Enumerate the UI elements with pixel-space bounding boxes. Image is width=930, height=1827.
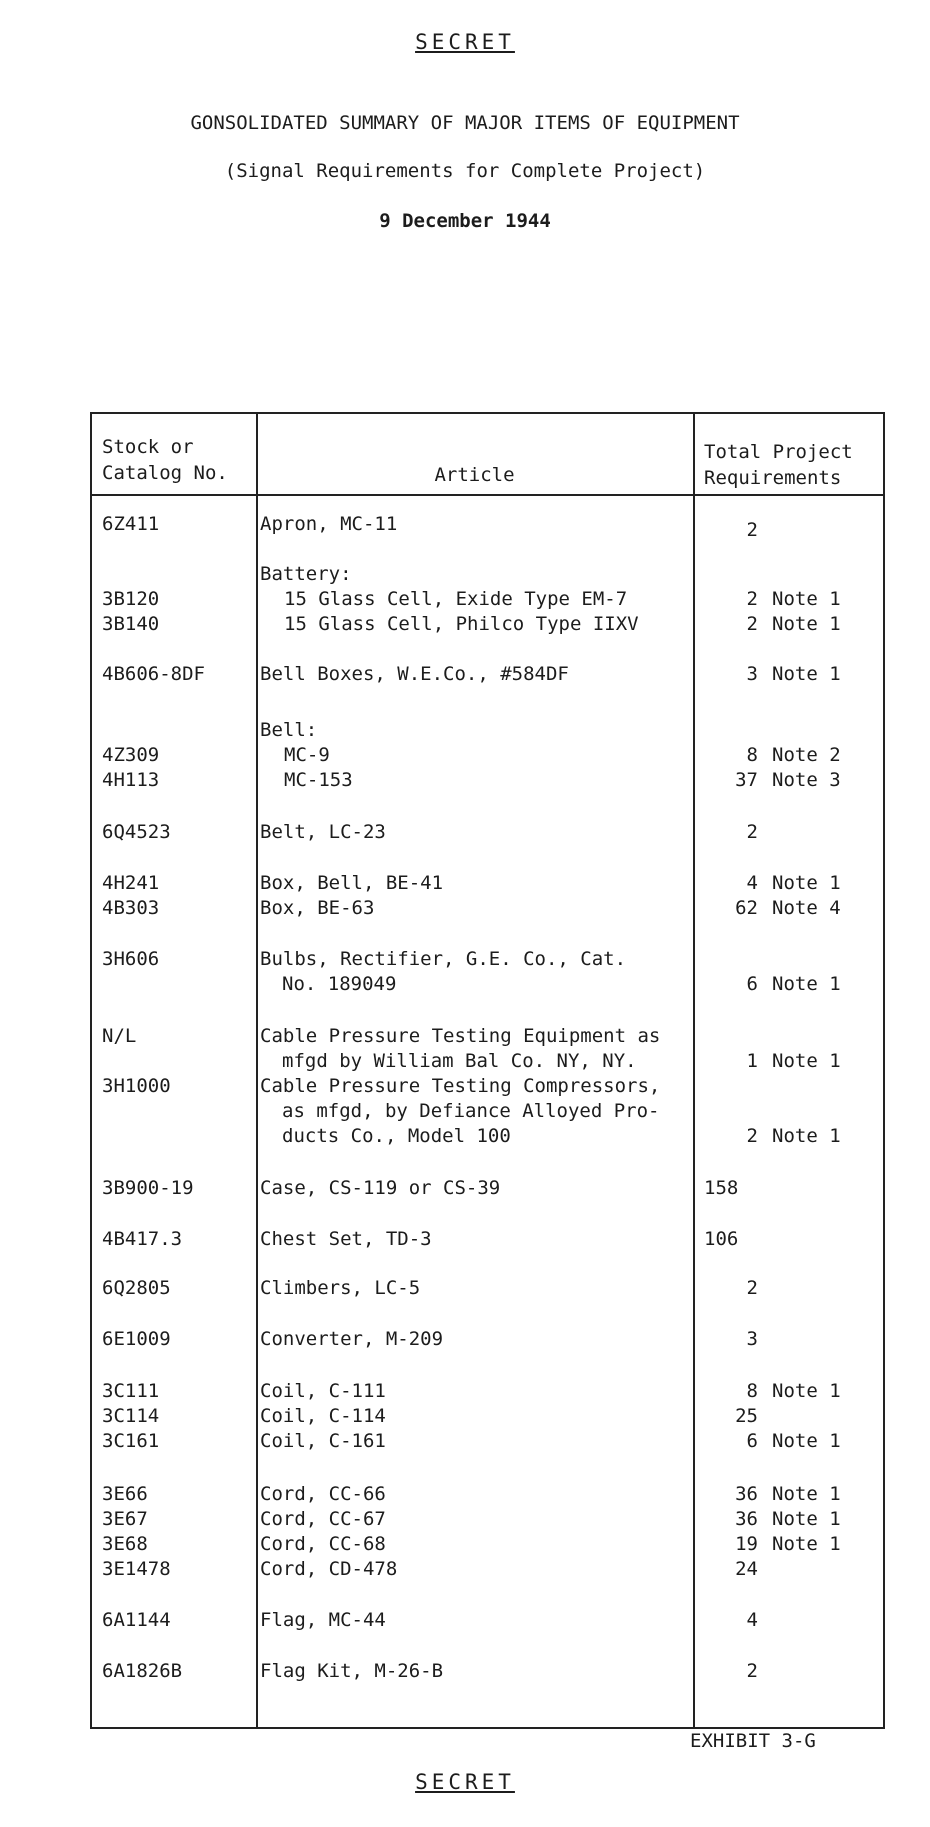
document-title: GONSOLIDATED SUMMARY OF MAJOR ITEMS OF EQUIPMENT bbox=[190, 112, 740, 134]
stock-cell: 4H113 bbox=[102, 769, 160, 791]
stock-cell: 3E66 bbox=[102, 1483, 148, 1505]
article-cell: Apron, MC-11 bbox=[260, 513, 398, 535]
qty-cell: 62 bbox=[735, 897, 758, 919]
article-cell: Cable Pressure Testing Equipment as bbox=[260, 1025, 661, 1047]
article-cell: Converter, M-209 bbox=[260, 1328, 444, 1350]
document-date: 9 December 1944 bbox=[379, 210, 551, 232]
article-cell: Climbers, LC-5 bbox=[260, 1277, 421, 1299]
note-cell: Note 1 bbox=[772, 973, 841, 995]
stock-cell: 3C161 bbox=[102, 1430, 160, 1452]
article-cell: Belt, LC-23 bbox=[260, 821, 386, 843]
qty-cell: 2 bbox=[746, 613, 758, 635]
article-cell: Cable Pressure Testing Compressors, bbox=[260, 1075, 661, 1097]
qty-cell: 2 bbox=[746, 821, 758, 843]
equipment-table bbox=[90, 412, 885, 1729]
stock-cell: 4Z309 bbox=[102, 744, 160, 766]
note-cell: Note 2 bbox=[772, 744, 841, 766]
stock-cell: 3B140 bbox=[102, 613, 160, 635]
article-cell: Flag Kit, M-26-B bbox=[260, 1660, 444, 1682]
article-cell: as mfgd, by Defiance Alloyed Pro- bbox=[282, 1100, 660, 1122]
note-cell: Note 1 bbox=[772, 613, 841, 635]
qty-cell: 158 bbox=[704, 1177, 739, 1199]
stock-cell: 3H1000 bbox=[102, 1075, 171, 1097]
article-cell: 15 Glass Cell, Exide Type EM-7 bbox=[284, 588, 628, 610]
qty-cell: 2 bbox=[746, 1660, 758, 1682]
header-total-line1: Total Project bbox=[704, 441, 853, 463]
note-cell: Note 1 bbox=[772, 872, 841, 894]
article-cell: Battery: bbox=[260, 563, 352, 585]
qty-cell: 36 bbox=[735, 1508, 758, 1530]
qty-cell: 6 bbox=[746, 973, 758, 995]
qty-cell: 6 bbox=[746, 1430, 758, 1452]
header-total-line2: Requirements bbox=[704, 467, 842, 489]
note-cell: Note 1 bbox=[772, 1508, 841, 1530]
article-cell: Coil, C-111 bbox=[260, 1380, 386, 1402]
header-article: Article bbox=[434, 464, 515, 486]
stock-cell: 6Q2805 bbox=[102, 1277, 171, 1299]
stock-cell: 3C114 bbox=[102, 1405, 160, 1427]
stock-cell: 3C111 bbox=[102, 1380, 160, 1402]
qty-cell: 25 bbox=[735, 1405, 758, 1427]
qty-cell: 3 bbox=[746, 1328, 758, 1350]
classification-bottom: SECRET bbox=[415, 1770, 515, 1794]
note-cell: Note 1 bbox=[772, 1533, 841, 1555]
header-stock-catalog bbox=[102, 434, 228, 486]
article-cell: Bulbs, Rectifier, G.E. Co., Cat. bbox=[260, 948, 627, 970]
qty-cell: 24 bbox=[735, 1558, 758, 1580]
article-cell: mfgd by William Bal Co. NY, NY. bbox=[282, 1050, 637, 1072]
header-stock-line2: Catalog No. bbox=[102, 462, 228, 484]
stock-cell: 4H241 bbox=[102, 872, 160, 894]
qty-cell: 4 bbox=[746, 1609, 758, 1631]
qty-cell: 2 bbox=[746, 1125, 758, 1147]
qty-cell: 2 bbox=[746, 519, 758, 541]
column-divider bbox=[256, 414, 258, 1727]
article-cell: Cord, CC-66 bbox=[260, 1483, 386, 1505]
qty-cell: 19 bbox=[735, 1533, 758, 1555]
classification-top: SECRET bbox=[415, 30, 515, 54]
article-cell: MC-9 bbox=[284, 744, 330, 766]
exhibit-label: EXHIBIT 3-G bbox=[690, 1730, 816, 1752]
article-cell: Cord, CC-67 bbox=[260, 1508, 386, 1530]
qty-cell: 3 bbox=[746, 663, 758, 685]
note-cell: Note 1 bbox=[772, 663, 841, 685]
stock-cell: 6Q4523 bbox=[102, 821, 171, 843]
article-cell: ducts Co., Model 100 bbox=[282, 1125, 511, 1147]
stock-cell: 3E67 bbox=[102, 1508, 148, 1530]
article-cell: 15 Glass Cell, Philco Type IIXV bbox=[284, 613, 639, 635]
note-cell: Note 1 bbox=[772, 1380, 841, 1402]
qty-cell: 36 bbox=[735, 1483, 758, 1505]
note-cell: Note 1 bbox=[772, 1125, 841, 1147]
qty-cell: 37 bbox=[735, 769, 758, 791]
note-cell: Note 1 bbox=[772, 1483, 841, 1505]
stock-cell: 6A1826B bbox=[102, 1660, 183, 1682]
stock-cell: 3H606 bbox=[102, 948, 160, 970]
qty-cell: 8 bbox=[746, 1380, 758, 1402]
stock-cell: 6E1009 bbox=[102, 1328, 171, 1350]
article-cell: Coil, C-114 bbox=[260, 1405, 386, 1427]
article-cell: Chest Set, TD-3 bbox=[260, 1228, 432, 1250]
article-cell: Box, BE-63 bbox=[260, 897, 375, 919]
article-cell: Bell Boxes, W.E.Co., #584DF bbox=[260, 663, 569, 685]
article-cell: No. 189049 bbox=[282, 973, 397, 995]
article-cell: Box, Bell, BE-41 bbox=[260, 872, 444, 894]
stock-cell: 3B900-19 bbox=[102, 1177, 194, 1199]
stock-cell: 6Z411 bbox=[102, 513, 160, 535]
qty-cell: 2 bbox=[746, 1277, 758, 1299]
document-subtitle: (Signal Requirements for Complete Project) bbox=[224, 160, 706, 182]
header-total-requirements bbox=[704, 439, 853, 491]
article-cell: Cord, CC-68 bbox=[260, 1533, 386, 1555]
qty-cell: 4 bbox=[746, 872, 758, 894]
qty-cell: 8 bbox=[746, 744, 758, 766]
stock-cell: 3E1478 bbox=[102, 1558, 171, 1580]
qty-cell: 2 bbox=[746, 588, 758, 610]
article-cell: Flag, MC-44 bbox=[260, 1609, 386, 1631]
stock-cell: 6A1144 bbox=[102, 1609, 171, 1631]
note-cell: Note 3 bbox=[772, 769, 841, 791]
article-cell: Case, CS-119 or CS-39 bbox=[260, 1177, 501, 1199]
header-stock-line1: Stock or bbox=[102, 436, 194, 458]
header-divider bbox=[92, 494, 883, 496]
stock-cell: 4B303 bbox=[102, 897, 160, 919]
stock-cell: 4B417.3 bbox=[102, 1228, 183, 1250]
stock-cell: 3B120 bbox=[102, 588, 160, 610]
article-cell: MC-153 bbox=[284, 769, 353, 791]
qty-cell: 106 bbox=[704, 1228, 739, 1250]
note-cell: Note 1 bbox=[772, 1050, 841, 1072]
note-cell: Note 4 bbox=[772, 897, 841, 919]
article-cell: Coil, C-161 bbox=[260, 1430, 386, 1452]
article-cell: Bell: bbox=[260, 719, 318, 741]
stock-cell: 4B606-8DF bbox=[102, 663, 205, 685]
stock-cell: N/L bbox=[102, 1025, 137, 1047]
qty-cell: 1 bbox=[746, 1050, 758, 1072]
note-cell: Note 1 bbox=[772, 1430, 841, 1452]
note-cell: Note 1 bbox=[772, 588, 841, 610]
stock-cell: 3E68 bbox=[102, 1533, 148, 1555]
article-cell: Cord, CD-478 bbox=[260, 1558, 398, 1580]
